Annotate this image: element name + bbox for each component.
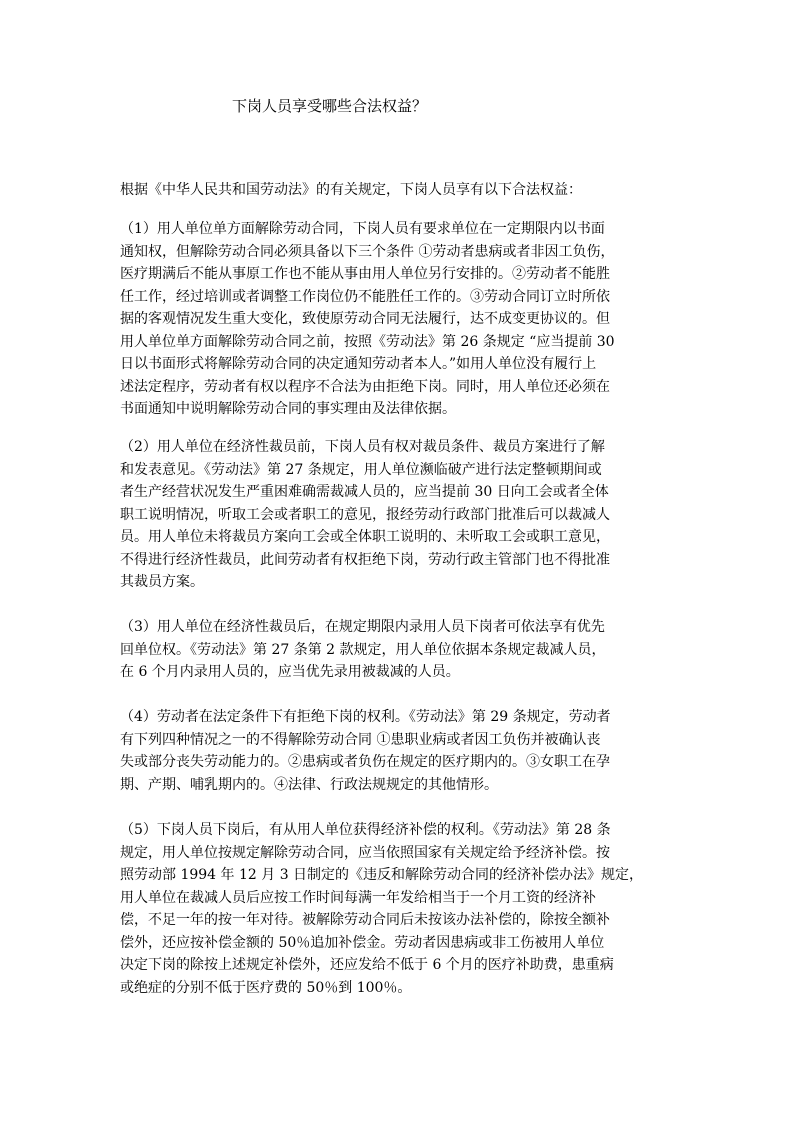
paragraph-line: 不得进行经济性裁员，此间劳动者有权拒绝下岗，劳动行政主管部门也不得批准 — [120, 551, 610, 568]
paragraph-5 — [120, 819, 676, 999]
intro-paragraph: 根据《中华人民共和国劳动法》的有关规定，下岗人员享有以下合法权益： — [120, 182, 582, 198]
paragraph-line: 日以书面形式将解除劳动合同的决定通知劳动者本人。”如用人单位没有履行上 — [120, 356, 597, 372]
paragraph-line: 通知权，但解除劳动合同必须具备以下三个条件 ①劳动者患病或者非因工负伤， — [120, 243, 615, 260]
paragraph-line: 医疗期满后不能从事原工作也不能从事由用人单位另行安排的。②劳动者不能胜 — [120, 266, 610, 282]
paragraph-line: 用人单位在裁减人员后应按工作时间每满一年发给相当于一个月工资的经济补 — [120, 889, 596, 906]
paragraph-1 — [120, 218, 676, 421]
paragraph-line: 和发表意见。《劳动法》第 27 条规定，用人单位濒临破产进行法定整顿期间或 — [120, 461, 602, 478]
paragraph-4 — [120, 706, 676, 796]
paragraph-line: （2）用人单位在经济性裁员前，下岗人员有权对裁员条件、裁员方案进行了解 — [120, 439, 605, 455]
paragraph-line: 在 6 个月内录用人员的，应当优先录用被裁减的人员。 — [120, 664, 460, 680]
paragraph-line: 书面通知中说明解除劳动合同的事实理由及法律依据。 — [120, 401, 456, 417]
paragraph-line: 照劳动部 1994 年 12 月 3 日制定的《违反和解除劳动合同的经济补偿办法》规定， — [120, 867, 644, 883]
paragraph-line: 规定，用人单位按规定解除劳动合同，应当依照国家有关规定给予经济补偿。按 — [120, 844, 610, 861]
paragraph-line: 任工作，经过培训或者调整工作岗位仍不能胜任工作的。③劳动合同订立时所依 — [120, 288, 610, 305]
paragraph-line: 偿，不足一年的按一年对待。被解除劳动合同后未按该办法补偿的，除按全额补 — [120, 912, 610, 928]
document-title: 下岗人员享受哪些合法权益？ — [232, 97, 428, 115]
paragraph-line: 偿外，还应按补偿金额的 50％追加补偿金。劳动者因患病或非工伤被用人单位 — [120, 934, 605, 951]
paragraph-3 — [120, 616, 676, 684]
paragraph-line: 者生产经营状况发生严重困难确需裁减人员的，应当提前 30 日向工会或者全体 — [120, 484, 609, 500]
paragraph-line: 失或部分丧失劳动能力的。②患病或者负伤在规定的医疗期内的。③女职工在孕 — [120, 754, 610, 770]
paragraph-line: 员。用人单位未将裁员方案向工会或全体职工说明的、未听取工会或职工意见， — [120, 529, 610, 545]
paragraph-line: 回单位权。《劳动法》第 27 条第 2 款规定，用人单位依据本条规定裁减人员， — [120, 641, 606, 658]
paragraph-line: 期、产期、哺乳期内的。④法律、行政法规规定的其他情形。 — [120, 776, 498, 793]
paragraph-line: （4）劳动者在法定条件下有拒绝下岗的权利。《劳动法》第 29 条规定，劳动者 — [120, 709, 611, 725]
paragraph-line: 其裁员方案。 — [120, 574, 204, 590]
paragraph-2 — [120, 436, 676, 594]
paragraph-line: （5）下岗人员下岗后，有从用人单位获得经济补偿的权利。《劳动法》第 28 条 — [120, 822, 611, 838]
paragraph-line: 职工说明情况，听取工会或者职工的意见，报经劳动行政部门批准后可以裁减人 — [120, 506, 610, 523]
paragraph-line: 据的客观情况发生重大变化，致使原劳动合同无法履行，达不成变更协议的。但 — [120, 311, 610, 327]
paragraph-line: （3）用人单位在经济性裁员后，在规定期限内录用人员下岗者可依法享有优先 — [120, 619, 605, 635]
paragraph-line: 或绝症的分别不低于医疗费的 50％到 100％。 — [120, 979, 412, 996]
paragraph-line: 述法定程序，劳动者有权以程序不合法为由拒绝下岗。同时，用人单位还必须在 — [120, 378, 610, 395]
paragraph-line: （1）用人单位单方面解除劳动合同，下岗人员有要求单位在一定期限内以书面 — [120, 221, 605, 237]
paragraph-line: 决定下岗的除按上述规定补偿外，还应发给不低于 6 个月的医疗补助费，患重病 — [120, 957, 614, 973]
paragraph-line: 用人单位单方面解除劳动合同之前，按照《劳动法》第 26 条规定 “应当提前 30 — [120, 333, 615, 350]
paragraph-line: 有下列四种情况之一的不得解除劳动合同 ①患职业病或者因工负伤并被确认丧 — [120, 731, 601, 748]
